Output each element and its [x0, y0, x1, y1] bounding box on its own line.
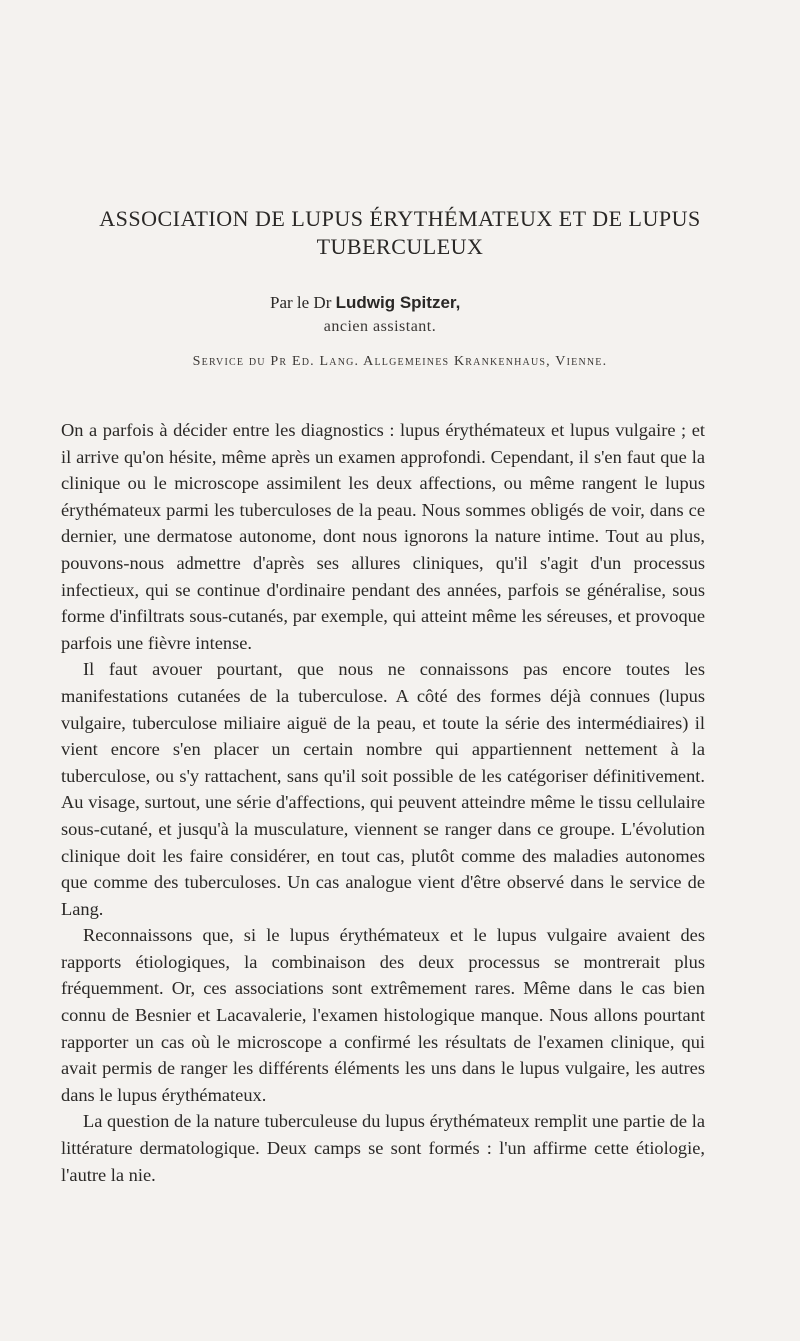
article-title: ASSOCIATION DE LUPUS ÉRYTHÉMATEUX ET DE LUPUS TUBERCULEUX	[99, 206, 701, 259]
paragraph-3: Reconnaissons que, si le lupus érythémateux et le lupus vulgaire avaient des rapports étiologiques, la combinaison des deux processus se montrerait plus fréquemment. Or, ces associations sont extrêmement rares. Même dans le cas bien connu de Besnier et Lacavalerie, l'examen histologique manque. Nous allons pourtant rapporter un cas où le microscope a confirmé les résultats de l'examen clinique, qui avait permis de ranger les différents éléments les uns dans le lupus vulgaire, les autres dans le lupus érythémateux.	[61, 925, 705, 1105]
author-role: ancien assistant.	[323, 318, 437, 335]
paragraph-1: On a parfois à décider entre les diagnostics : lupus érythémateux et lupus vulgaire ; et il arrive qu'on hésite, même après un examen approfondi. Cependant, il s'en faut que la clinique ou le microscope assimilent les deux affections, ou même rangent le lupus érythémateux parmi les tuberculoses de la peau. Nous sommes obligés de voir, dans ce dernier, une dermatose autonome, dont nous ignorons la nature intime. Tout au plus, pouvons-nous admettre d'après ses allures cliniques, qu'il s'agit d'un processus infectieux, qui se continue d'ordinaire pendant des années, parfois se généralise, sous forme d'infiltrats sous-cutanés, par exemple, qui atteint même les séreuses, et provoque parfois une fièvre intense.	[61, 420, 705, 653]
author-name: Ludwig Spitzer,	[335, 293, 461, 312]
byline-prefix: Par le Dr	[270, 293, 336, 312]
paragraph-4: La question de la nature tuberculeuse du lupus érythémateux remplit une partie de la littérature dermatologique. Deux camps se sont formés : l'un affirme cette étiologie, l'autre la nie.	[61, 1111, 705, 1185]
byline	[270, 293, 460, 313]
paragraph-2: Il faut avouer pourtant, que nous ne connaissons pas encore toutes les manifestations cutanées de la tuberculose. A côté des formes déjà connues (lupus vulgaire, tuberculose miliaire aiguë de la peau, et toute la série des intermédiaires) il vient encore s'en placer un certain nombre qui appartiennent nettement à la tuberculose, ou s'y rattachent, sans qu'il soit possible de les catégoriser définitivement. Au visage, surtout, une série d'affections, qui peuvent atteindre même le tissu cellulaire sous-cutané, et jusqu'à la musculature, viennent se ranger dans ce groupe. L'évolution clinique doit les faire considérer, en tout cas, plutôt comme des maladies autonomes que comme des tuberculoses. Un cas analogue vient d'être observé dans le service de Lang.	[61, 659, 705, 919]
article-body	[61, 417, 705, 1188]
service-affiliation: Service du Pr Ed. Lang. Allgemeines Krankenhaus, Vienne.	[192, 354, 608, 369]
